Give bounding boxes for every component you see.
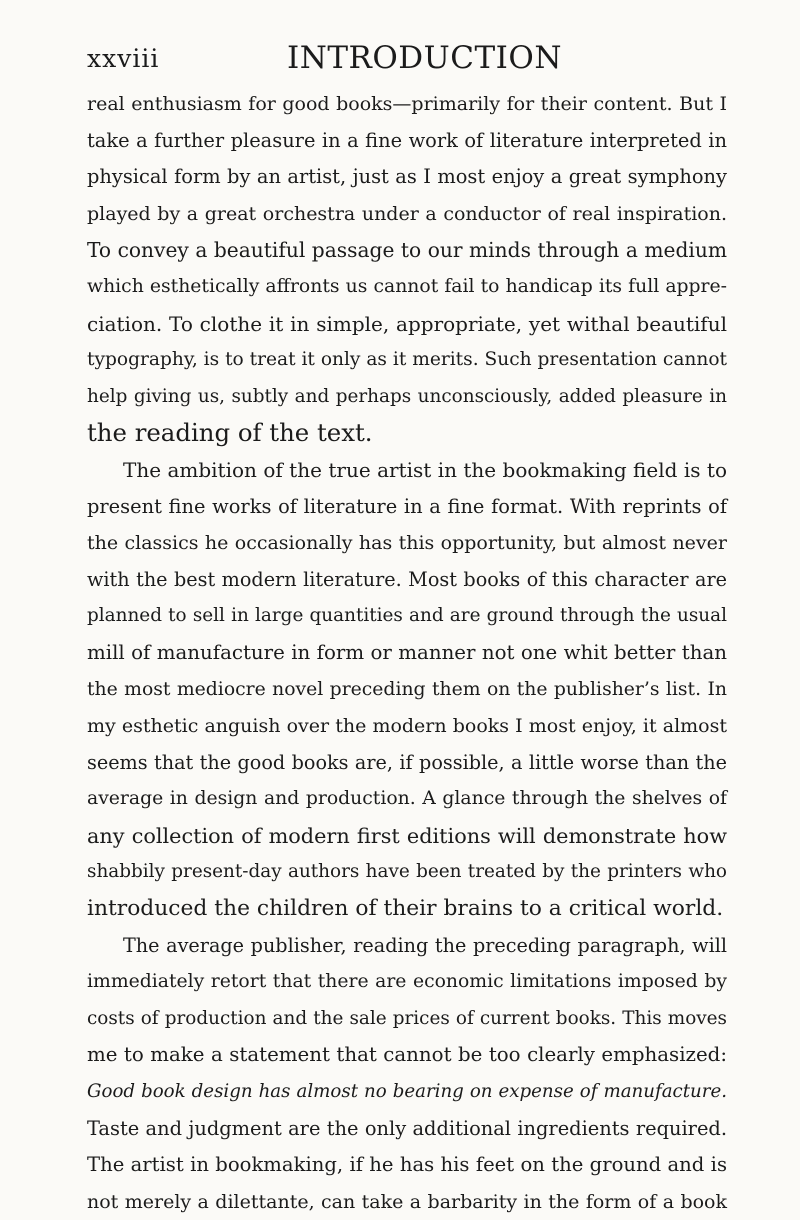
- text-line: the reading of the text.: [87, 418, 373, 448]
- text-line: with the best modern literature. Most books of this character are: [87, 567, 727, 591]
- text-line: which esthetically affronts us cannot fail to handicap its full appre-: [87, 275, 727, 297]
- text-line: shabbily present-day authors have been treated by the printers who: [87, 861, 727, 883]
- text-line: The artist in bookmaking, if he has his feet on the ground and is: [87, 1153, 727, 1177]
- text-line: Taste and judgment are the only additional ingredients required.: [87, 1116, 727, 1140]
- text-line: any collection of modern first editions will demonstrate how: [87, 823, 727, 848]
- text-line: take a further pleasure in a fine work of literature interpreted in: [87, 128, 727, 152]
- text-line: present fine works of literature in a fine format. With reprints of: [87, 494, 727, 518]
- text-line: immediately retort that there are economic limitations imposed by: [87, 971, 727, 993]
- text-line: played by a great orchestra under a conductor of real inspiration.: [87, 202, 727, 225]
- text-line: me to make a statement that cannot be too clearly emphasized:: [87, 1043, 727, 1067]
- text-line: costs of production and the sale prices of current books. This moves: [87, 1007, 727, 1029]
- running-title: INTRODUCTION: [287, 40, 562, 76]
- text-line: Good book design has almost no bearing on expense of manufacture.: [87, 1081, 727, 1103]
- body-text: [87, 86, 727, 1220]
- running-head: [87, 40, 727, 80]
- text-line: To convey a beautiful passage to our minds through a medium: [87, 238, 727, 263]
- text-line: seems that the good books are, if possible, a little worse than the: [87, 750, 727, 774]
- page-number: xxviii: [87, 44, 160, 73]
- text-line: typography, is to treat it only as it merits. Such presentation cannot: [87, 349, 728, 371]
- text-line: the classics he occasionally has this opportunity, but almost never: [87, 532, 727, 555]
- text-line: The ambition of the true artist in the bookmaking field is to: [123, 457, 727, 482]
- text-line: physical form by an artist, just as I most enjoy a great symphony: [87, 165, 727, 189]
- text-line: help giving us, subtly and perhaps unconsciously, added pleasure in: [87, 385, 727, 407]
- text-line: mill of manufacture in form or manner not one whit better than: [87, 640, 727, 664]
- text-line: introduced the children of their brains to a critical world.: [87, 896, 724, 922]
- text-line: average in design and production. A glance through the shelves of: [87, 788, 727, 810]
- text-line: The average publisher, reading the preceding paragraph, will: [123, 933, 727, 957]
- text-line: planned to sell in large quantities and are ground through the usual: [87, 605, 727, 627]
- text-line: not merely a dilettante, can take a barbarity in the form of a book: [87, 1190, 727, 1213]
- text-line: ciation. To clothe it in simple, appropriate, yet withal beautiful: [87, 311, 727, 336]
- text-line: the most mediocre novel preceding them on the publisher’s list. In: [87, 678, 727, 700]
- text-line: my esthetic anguish over the modern books I most enjoy, it almost: [87, 715, 727, 738]
- text-line: real enthusiasm for good books—primarily for their content. But I: [87, 93, 727, 115]
